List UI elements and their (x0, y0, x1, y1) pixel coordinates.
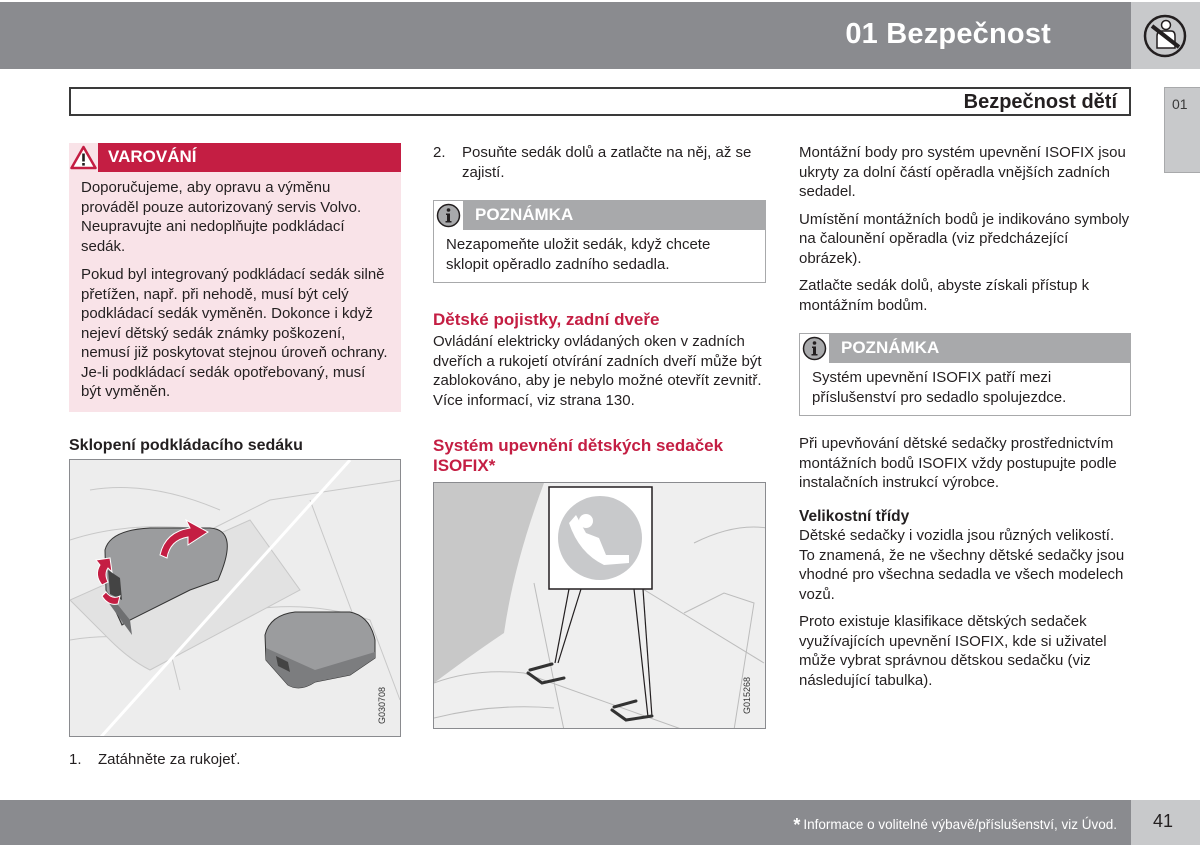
note-box (433, 200, 766, 283)
note-text: Nezapomeňte uložit sedák, když chcete sklopit opěradlo zadního sedadla. (446, 236, 711, 273)
column-1 (69, 143, 401, 770)
info-icon (436, 203, 461, 228)
isofix-paragraph: Umístění montážních bodů je indikováno symboly na čalounění opěradla (viz předcházející obrázek). (799, 210, 1130, 267)
note-header (434, 201, 765, 230)
note-label: POZNÁMKA (841, 338, 940, 357)
column-2 (433, 143, 766, 729)
subheading-fold-cushion: Sklopení podkládacího sedáku (69, 436, 303, 454)
child-locks-paragraph: Ovládání elektricky ovládaných oken v zadních dveřích a rukojetí otvírání zadních dveří může být zablokováno, aby je nebylo možné otevřít zevnitř. Více informací, viz strana 130. (433, 333, 762, 409)
chapter-icon-box (1131, 2, 1200, 69)
chapter-side-tab[interactable] (1164, 87, 1200, 173)
heading-isofix: Systém upevnění dětských sedaček ISOFIX* (433, 436, 724, 475)
chapter-header-bar (0, 2, 1131, 69)
step-text: Zatáhněte za rukojeť. (98, 751, 241, 768)
size-classes-paragraph: Proto existuje klasifikace dětských sedaček využívajících upevnění ISOFIX, kde si uživatel může vybrat správnou dětskou sedačku (viz následující tabulka). (799, 613, 1107, 689)
step-text: Posuňte sedák dolů a zatlačte na něj, až se zajistí. (462, 144, 752, 181)
footer-bar (0, 800, 1131, 845)
warning-box (69, 143, 401, 412)
info-icon (802, 336, 827, 361)
warning-paragraph: Doporučujeme, aby opravu a výměnu prováděl pouze autorizovaný servis Volvo. Neupravujte ani nedoplňujte podkládací sedák. (81, 179, 362, 255)
step-number: 2. (433, 144, 446, 161)
heading-child-locks: Dětské pojistky, zadní dveře (433, 310, 660, 329)
section-title: Bezpečnost dětí (963, 91, 1117, 113)
isofix-paragraph: Montážní body pro systém upevnění ISOFIX jsou ukryty za dolní částí opěradla vnějších zadních sedadel. (799, 144, 1126, 200)
page-number-box (1131, 800, 1200, 845)
section-title-box (69, 87, 1131, 116)
footer-note (793, 815, 1117, 836)
warning-label: VAROVÁNÍ (108, 147, 197, 166)
footer-note-text: Informace o volitelné výbavě/příslušenství, viz Úvod. (803, 817, 1117, 832)
step-item (433, 143, 766, 182)
seatbelt-person-icon (1143, 14, 1187, 58)
booster-cushion-figure (69, 459, 401, 737)
isofix-paragraph: Zatlačte sedák dolů, abyste získali přístup k montážním bodům. (799, 277, 1090, 314)
page-number: 41 (1153, 811, 1174, 831)
column-3 (799, 143, 1131, 698)
figure-code: G015268 (741, 676, 752, 714)
isofix-illustration (434, 483, 766, 729)
size-classes-paragraph: Dětské sedačky i vozidla jsou různých velikostí. To znamená, že ne všechny dětské sedačky jsou vhodné pro všechna sedadla ve všech modelech vozů. (799, 527, 1125, 603)
warning-header (69, 143, 401, 172)
note-box (799, 333, 1131, 416)
chapter-title: 01 Bezpečnost (845, 18, 1051, 50)
warning-paragraph: Pokud byl integrovaný podkládací sedák silně přetížen, např. při nehodě, musí být celý podkládací sedák vyměněn. Dokonce i když nejeví dětský sedák známky poškození, nemusí již poskytovat stejnou úroveň ochrany. Je-li podkládací sedák opotřebovaný, musí být vyměněn. (81, 266, 388, 400)
note-header (800, 334, 1130, 363)
step-item (69, 750, 401, 770)
warning-triangle-icon (70, 145, 97, 170)
booster-cushion-illustration (70, 460, 401, 737)
note-label: POZNÁMKA (475, 205, 574, 224)
note-text: Systém upevnění ISOFIX patří mezi příslušenství pro sedadlo spolujezdce. (812, 369, 1067, 406)
step-number: 1. (69, 751, 82, 768)
isofix-figure (433, 482, 766, 729)
asterisk: * (793, 815, 801, 835)
subheading-size-classes: Velikostní třídy (799, 507, 910, 525)
warning-body (69, 172, 401, 412)
figure-code: G030708 (376, 686, 387, 724)
installation-paragraph: Při upevňování dětské sedačky prostřednictvím montážních bodů ISOFIX vždy postupujte podle instalačních instrukcí výrobce. (799, 435, 1117, 491)
side-tab-label: 01 (1172, 96, 1188, 112)
